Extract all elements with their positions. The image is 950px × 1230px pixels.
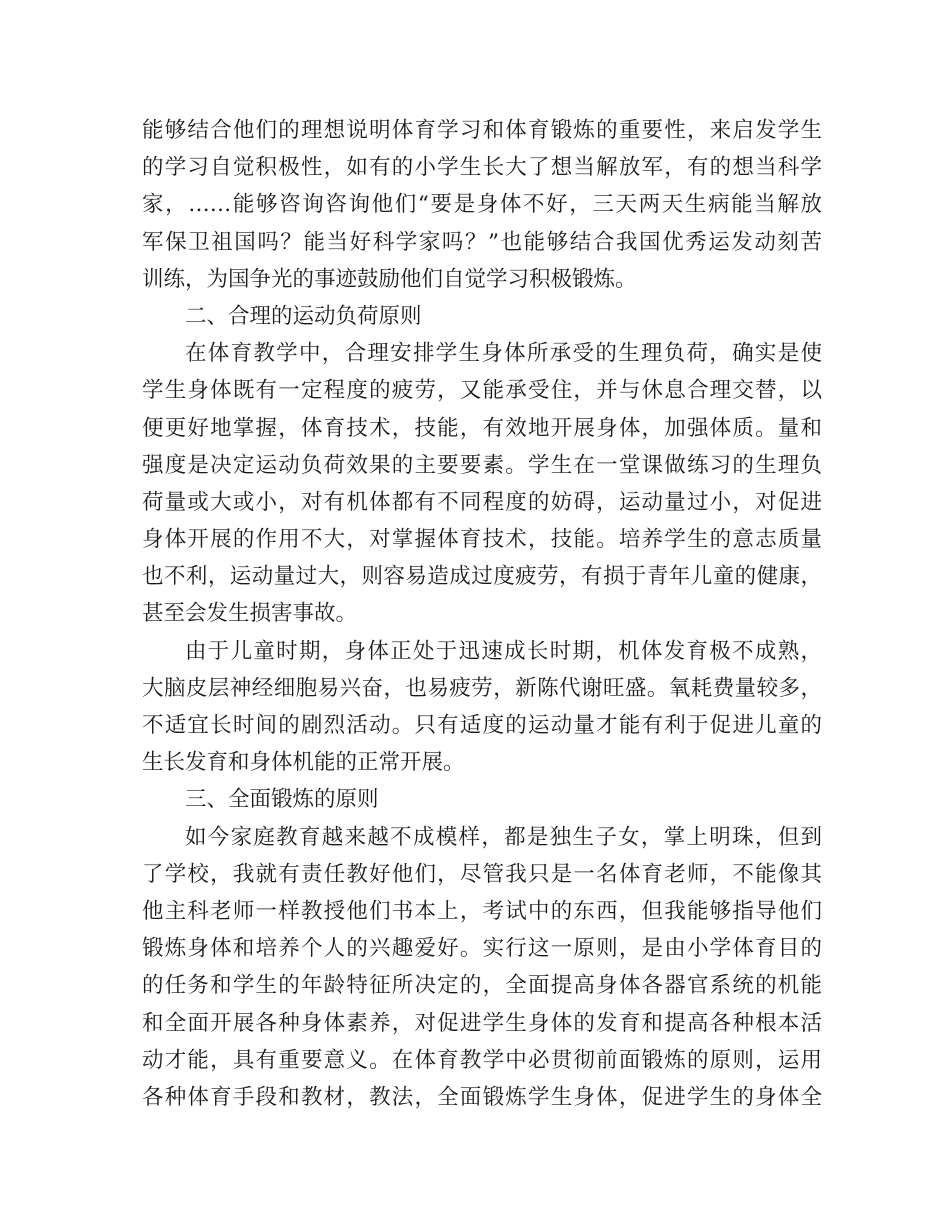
text-line: 学生身体既有一定程度的疲劳，又能承受住，并与休息合理交替，以 [142, 378, 822, 404]
text-line: 二、合理的运动负荷原则 [185, 303, 422, 329]
text-line: 他主科老师一样教授他们书本上，考试中的东西，但我能够指导他们 [142, 898, 822, 924]
text-line: 训练，为国争光的事迹鼓励他们自觉学习积极锻炼。 [142, 266, 637, 292]
text-line: 荷量或大或小，对有机体都有不同程度的妨碍，运动量过小，对促进 [142, 489, 822, 515]
text-line: 如今家庭教育越来越不成模样，都是独生子女，掌上明珠，但到 [185, 824, 822, 850]
text-line: 军保卫祖国吗？能当好科学家吗？”也能够结合我国优秀运发动刻苦 [142, 229, 822, 255]
text-line: 锻炼身体和培养个人的兴趣爱好。实行这一原则，是由小学体育目的 [142, 936, 822, 962]
text-line: 和全面开展各种身体素养，对促进学生身体的发育和提高各种根本活 [142, 1010, 822, 1036]
text-line: 了学校，我就有责任教好他们，尽管我只是一名体育老师，不能像其 [142, 861, 822, 887]
text-line: 也不利，运动量过大，则容易造成过度疲劳，有损于青年儿童的健康， [142, 564, 822, 590]
text-line: 在体育教学中，合理安排学生身体所承受的生理负荷，确实是使 [185, 341, 822, 367]
text-line: 的任务和学生的年龄特征所决定的，全面提高身体各器官系统的机能 [142, 973, 822, 999]
text-line: 不适宜长时间的剧烈活动。只有适度的运动量才能有利于促进儿童的 [142, 713, 822, 738]
text-line: 的学习自觉积极性，如有的小学生长大了想当解放军，有的想当科学 [142, 155, 822, 181]
text-line: 各种体育手段和教材，教法，全面锻炼学生身体，促进学生的身体全 [142, 1084, 822, 1110]
text-line: 家，……能够咨询咨询他们“要是身体不好，三天两天生病能当解放 [142, 192, 822, 218]
text-line: 强度是决定运动负荷效果的主要要素。学生在一堂课做练习的生理负 [142, 452, 822, 478]
text-line: 甚至会发生损害事故。 [142, 601, 358, 627]
document-body [142, 112, 822, 1116]
text-line: 便更好地掌握，体育技术，技能，有效地开展身体，加强体质。量和 [142, 415, 822, 441]
text-line: 由于儿童时期，身体正处于迅速成长时期，机体发育极不成熟， [185, 638, 822, 664]
text-line: 大脑皮层神经细胞易兴奋，也易疲劳，新陈代谢旺盛。氧耗费量较多， [142, 675, 822, 701]
text-line: 身体开展的作用不大，对掌握体育技术，技能。培养学生的意志质量 [142, 527, 822, 553]
text-line: 三、全面锻炼的原则 [185, 787, 379, 813]
text-line: 能够结合他们的理想说明体育学习和体育锻炼的重要性，来启发学生 [142, 118, 822, 143]
text-line: 生长发育和身体机能的正常开展。 [142, 750, 465, 776]
text-line: 动才能，具有重要意义。在体育教学中必贯彻前面锻炼的原则，运用 [142, 1047, 822, 1073]
